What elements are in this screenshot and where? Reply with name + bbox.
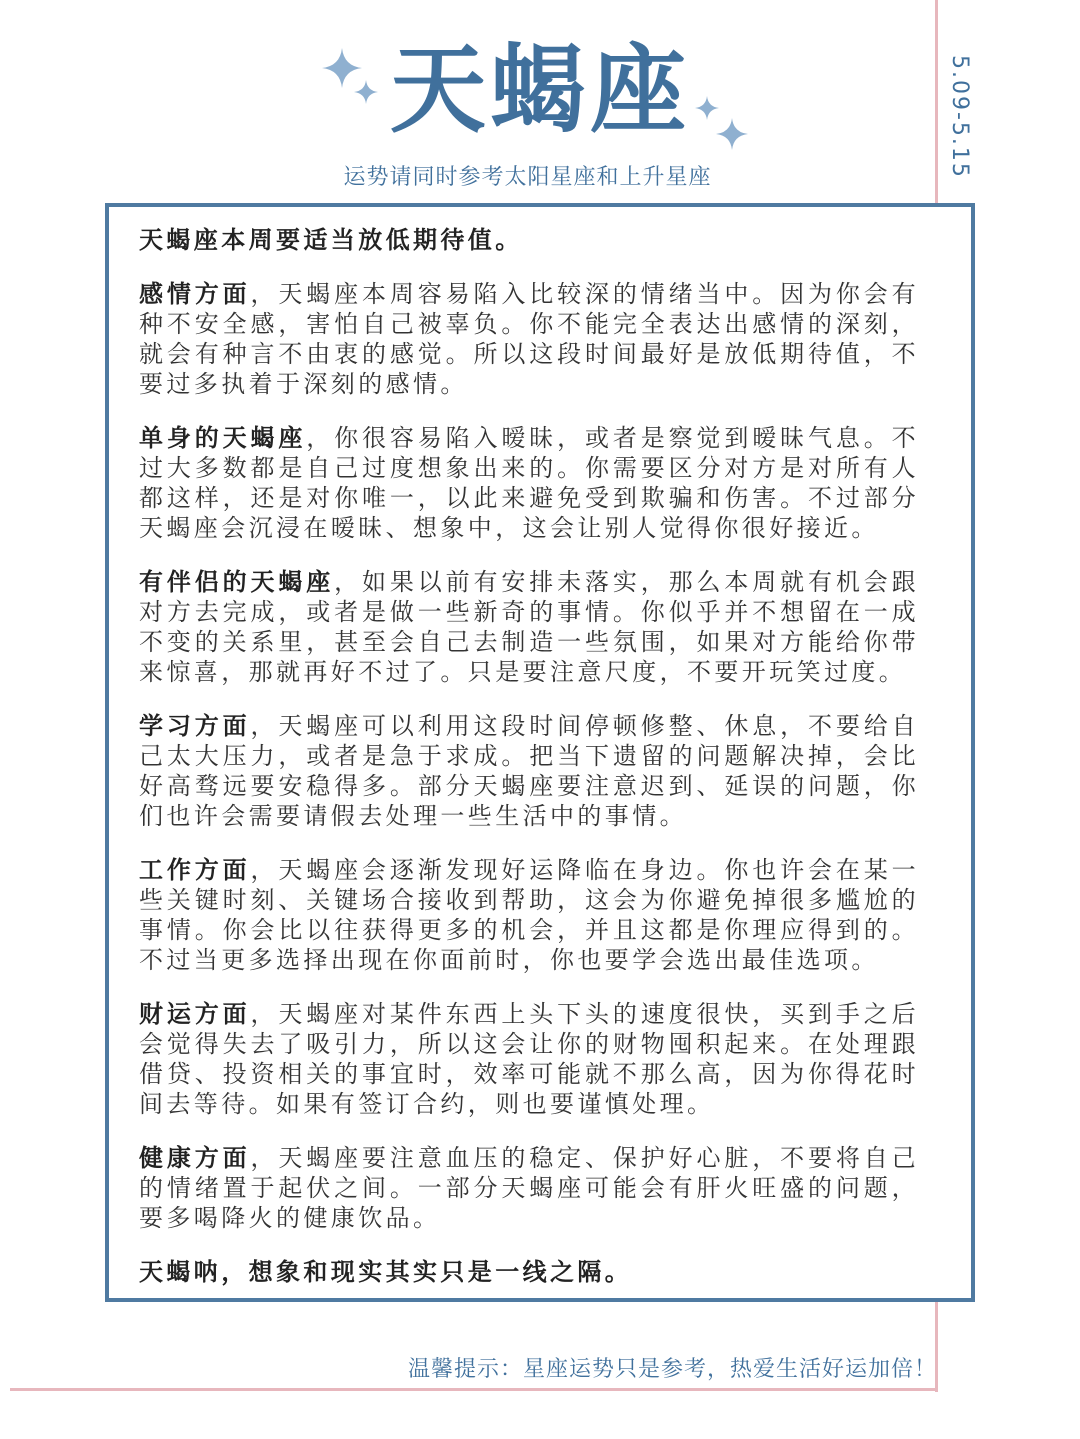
section-single <box>139 423 919 543</box>
section-lead: 学习方面 <box>139 712 251 740</box>
section-lead: 健康方面 <box>139 1144 251 1172</box>
section-lead: 感情方面 <box>139 280 251 308</box>
page-title: 天蝎座 <box>390 34 690 146</box>
content-box <box>105 203 975 1302</box>
headline: 天蝎座本周要适当放低期待值。 <box>139 226 523 254</box>
section-health <box>139 1143 919 1233</box>
section-study <box>139 711 919 831</box>
section-text: ，天蝎座要注意血压的稳定、保护好心脏，不要将自己的情绪置于起伏之间。一部分天蝎座可能会有肝火旺盛的问题，要多喝降火的健康饮品。 <box>139 1144 919 1232</box>
footer-tip: 温馨提示：星座运势只是参考，热爱生活好运加倍！ <box>408 1357 938 1382</box>
section-lead: 工作方面 <box>139 856 251 884</box>
section-text: ，天蝎座本周容易陷入比较深的情绪当中。因为你会有种不安全感，害怕自己被辜负。你不能完全表达出感情的深刻，就会有种言不由衷的感觉。所以这段时间最好是放低期待值，不要过多执着于深刻的感情。 <box>139 280 919 398</box>
section-work <box>139 855 919 975</box>
section-lead: 财运方面 <box>139 1000 251 1028</box>
section-text: ，天蝎座对某件东西上头下头的速度很快，买到手之后会觉得失去了吸引力，所以这会让你的财物囤积起来。在处理跟借贷、投资相关的事宜时，效率可能就不那么高，因为你得花时间去等待。如果有签订合约，则也要谨慎处理。 <box>139 1000 919 1118</box>
date-range: 5.09-5.15 <box>947 55 972 179</box>
section-partnered <box>139 567 919 687</box>
section-lead: 单身的天蝎座 <box>139 424 307 452</box>
section-text: ，你很容易陷入暧昧，或者是察觉到暧昧气息。不过大多数都是自己过度想象出来的。你需要区分对方是对所有人都这样，还是对你唯一，以此来避免受到欺骗和伤害。不过部分天蝎座会沉浸在暧昧、想象中，这会让别人觉得你很好接近。 <box>139 424 919 542</box>
section-finance <box>139 999 919 1119</box>
section-text: ，如果以前有安排未落实，那么本周就有机会跟对方去完成，或者是做一些新奇的事情。你似乎并不想留在一成不变的关系里，甚至会自己去制造一些氛围，如果对方能给你带来惊喜，那就再好不过了。只是要注意尺度，不要开玩笑过度。 <box>139 568 919 686</box>
page-subtitle: 运势请同时参考太阳星座和上升星座 <box>343 165 712 190</box>
pink-horizontal-line <box>10 1388 938 1391</box>
section-love <box>139 279 919 399</box>
section-lead: 有伴侣的天蝎座 <box>139 568 335 596</box>
horoscope-content <box>139 225 919 1311</box>
closing-line: 天蝎呐，想象和现实其实只是一线之隔。 <box>139 1258 633 1286</box>
section-text: ，天蝎座可以利用这段时间停顿修整、休息，不要给自己太大压力，或者是急于求成。把当下遗留的问题解决掉，会比好高骛远要安稳得多。部分天蝎座要注意迟到、延误的问题，你们也许会需要请假去处理一些生活中的事情。 <box>139 712 919 830</box>
section-text: ，天蝎座会逐渐发现好运降临在身边。你也许会在某一些关键时刻、关键场合接收到帮助，这会为你避免掉很多尴尬的事情。你会比以往获得更多的机会，并且这都是你理应得到的。不过当更多选择出现在你面前时，你也要学会选出最佳选项。 <box>139 856 919 974</box>
